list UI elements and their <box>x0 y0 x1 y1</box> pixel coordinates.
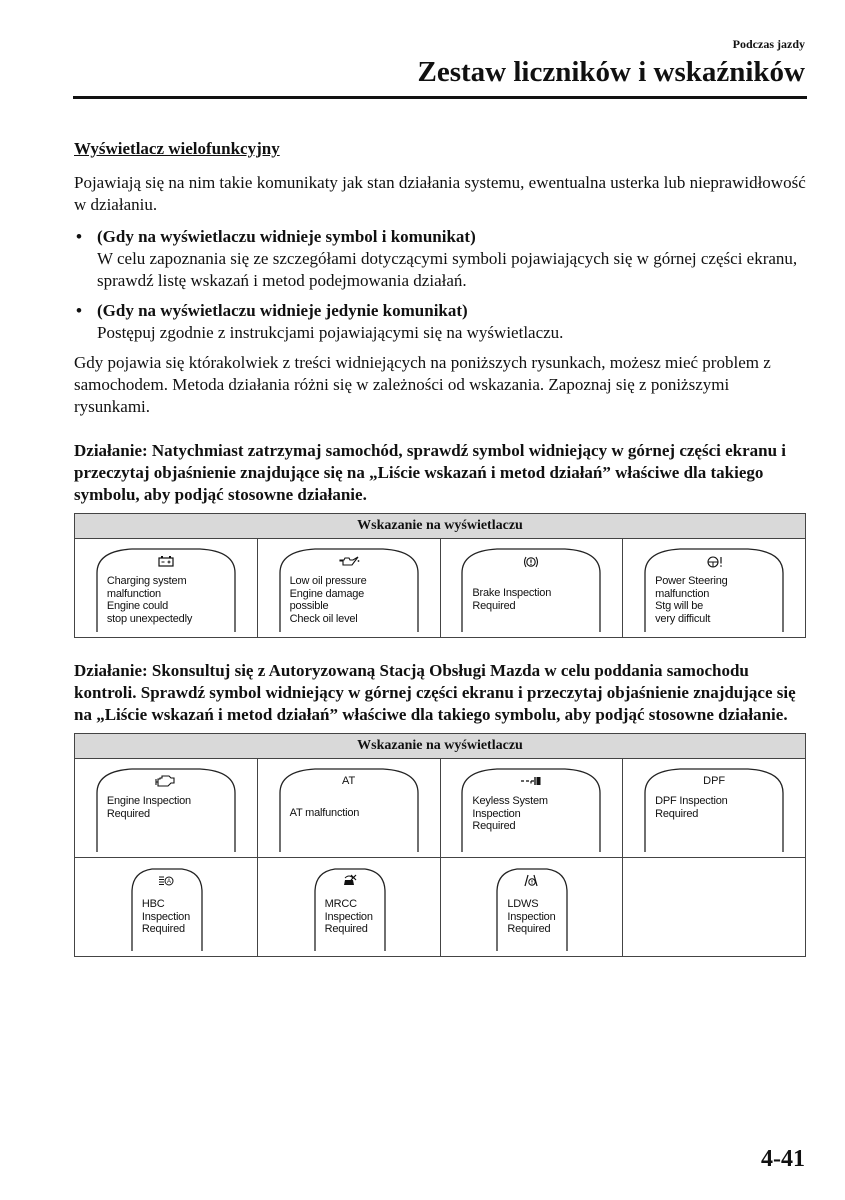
bullet-dot: • <box>76 301 82 320</box>
indicator-cell <box>440 858 623 957</box>
at-symbol: AT <box>342 775 356 787</box>
display-panel <box>644 767 784 853</box>
table-header: Wskazanie na wyświetlaczu <box>75 734 806 759</box>
oil-can-icon <box>279 555 419 570</box>
bullet-item <box>74 300 806 344</box>
indicator-cell <box>257 759 440 858</box>
indicator-cell <box>440 539 623 638</box>
intro-paragraph: Pojawiają się na nim takie komunikaty jak stan działania systemu, ewentualna usterka lub nieprawidłowość w działaniu. <box>74 173 806 214</box>
engine-check-icon <box>96 775 236 791</box>
title-divider <box>73 96 807 99</box>
indicator-cell <box>75 858 258 957</box>
display-panel <box>96 547 236 633</box>
warning-paragraph: Gdy pojawia się którakolwiek z treści widniejących na poniższych rysunkach, możesz mieć problem z samochodem. Metoda działania różni się w zależności od wskazania. Zapoznaj się z poniższymi rysunkami. <box>74 353 771 416</box>
battery-icon <box>96 555 236 570</box>
dpf-symbol: DPF <box>703 775 726 787</box>
indicator-cell <box>75 759 258 858</box>
empty-cell <box>623 858 806 957</box>
display-panel <box>279 767 419 853</box>
display-panel <box>644 547 784 633</box>
display-panel <box>279 547 419 633</box>
indicator-cell <box>75 539 258 638</box>
indicator-table-consult <box>74 733 806 957</box>
subheading: Wyświetlacz wielofunkcyjny <box>74 139 280 158</box>
indicator-message: Engine Inspection Required <box>106 795 191 820</box>
svg-text:A: A <box>166 879 171 886</box>
radar-cruise-icon <box>279 874 419 890</box>
bullet-heading: (Gdy na wyświetlaczu widnieje jedynie komunikat) <box>97 301 468 320</box>
indicator-message: Charging system malfunction Engine could stop unexpectedly <box>106 575 193 625</box>
page-number: 4-41 <box>761 1146 805 1172</box>
indicator-cell <box>623 759 806 858</box>
display-panel <box>461 866 601 952</box>
indicator-message: MRCC Inspection Required <box>324 898 373 935</box>
section-label: Podczas jazdy <box>732 37 805 51</box>
display-panel <box>96 767 236 853</box>
power-steering-icon <box>644 555 784 572</box>
display-panel <box>96 866 236 952</box>
content <box>74 138 806 957</box>
action-consult-text: Działanie: Skonsultuj się z Autoryzowaną Stacją Obsługi Mazda w celu poddania samochodu kontroli. Sprawdź symbol widniejący w górnej części ekranu i przeczytaj objaśnienie znajdujące się na „Liście wskazań i metod działań” właściwe dla takiego symbolu, aby podjąć stosowne działanie. <box>74 661 796 724</box>
indicator-message: LDWS Inspection Required <box>507 898 556 935</box>
bullet-heading: (Gdy na wyświetlaczu widnieje symbol i komunikat) <box>97 227 476 246</box>
indicator-cell <box>257 858 440 957</box>
display-panel <box>279 866 419 952</box>
indicator-message: Brake Inspection Required <box>472 587 552 612</box>
display-panel <box>461 767 601 853</box>
indicator-message: Power Steering malfunction Stg will be very difficult <box>655 575 728 625</box>
table-header: Wskazanie na wyświetlaczu <box>75 514 806 539</box>
display-panel <box>461 547 601 633</box>
page-title: Zestaw liczników i wskaźników <box>417 56 805 88</box>
brake-warning-icon <box>461 555 601 572</box>
bullet-text: Postępuj zgodnie z instrukcjami pojawiającymi się na wyświetlaczu. <box>97 323 564 342</box>
indicator-message: HBC Inspection Required <box>141 898 191 935</box>
indicator-message: Low oil pressure Engine damage possible Check oil level <box>289 575 367 625</box>
indicator-message: DPF Inspection Required <box>655 795 728 820</box>
bullet-item <box>74 226 806 292</box>
high-beam-control-icon <box>96 874 236 889</box>
indicator-message: Keyless System Inspection Required <box>472 795 548 832</box>
bullet-text: W celu zapoznania się ze szczegółami dotyczącymi symboli pojawiających się w górnej części ekranu, sprawdź listę wskazań i metod podejmowania działań. <box>97 249 798 290</box>
lane-departure-icon <box>461 874 601 890</box>
action-stop-text: Działanie: Natychmiast zatrzymaj samochód, sprawdź symbol widniejący w górnej części ekranu i przeczytaj objaśnienie znajdujące się na „Liście wskazań i metod działań” właściwe dla takiego symbolu, aby podjąć stosowne działanie. <box>74 441 787 504</box>
indicator-cell <box>257 539 440 638</box>
indicator-cell <box>623 539 806 638</box>
indicator-cell <box>440 759 623 858</box>
bullet-dot: • <box>76 227 82 246</box>
indicator-message: AT malfunction <box>289 807 360 819</box>
indicator-table-stop <box>74 513 806 638</box>
keyless-key-icon <box>461 775 601 790</box>
